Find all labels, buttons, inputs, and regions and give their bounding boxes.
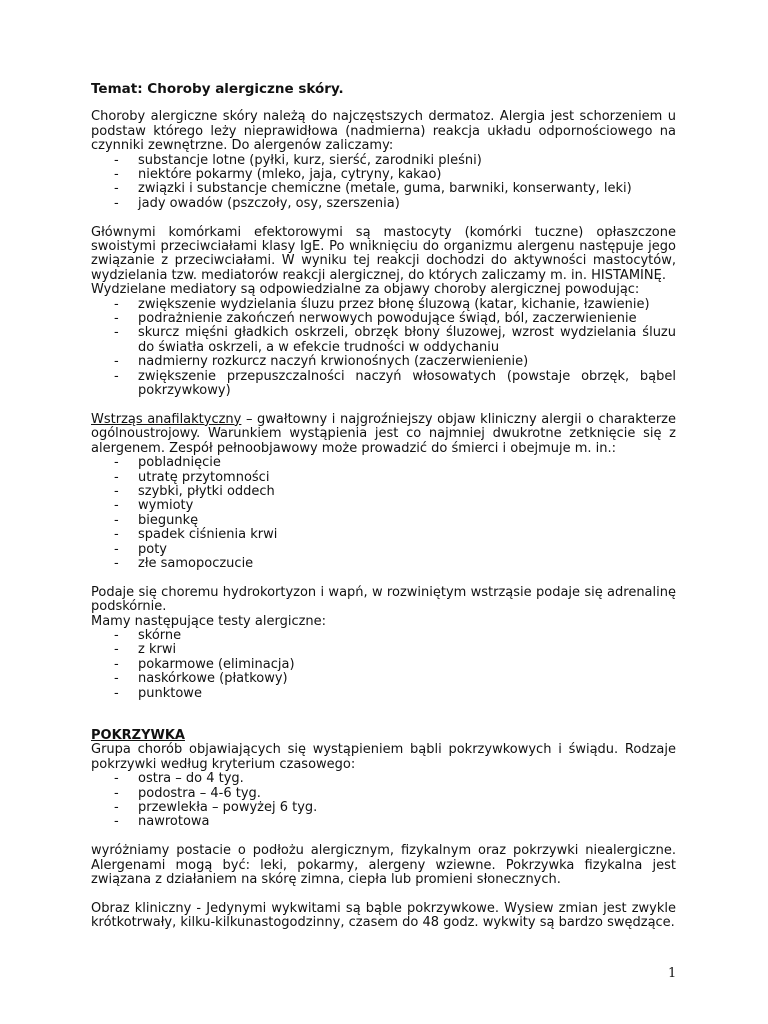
page-number: 1 [668, 966, 677, 981]
list-item: - naskórkowe (płatkowy) [91, 672, 676, 686]
urticaria-forms-paragraph: wyróżniamy postacie o podłożu alergicznym, fizykalnym oraz pokrzywki niealergiczne. Alergenami mogą być: leki, pokarmy, alergeny wziewne. Pokrzywka fizykalna jest związana z działaniem na skórę zimna, ciepła lub promieni słonecznych. [91, 843, 676, 888]
allergen-list [91, 154, 676, 212]
list-item: - skórne [91, 629, 676, 643]
list-item: - z krwi [91, 643, 676, 657]
list-item: - substancje lotne (pyłki, kurz, sierść, zarodniki pleśni) [91, 154, 676, 168]
shock-text: – gwałtowny i najgroźniejszy objaw kliniczny alergii o charakterze ogólnoustrojowy. Warunkiem wystąpienia jest co najmniej dwukrotne zetknięcie się z alergenem. Zespół pełnoobjawowy może prowadzić do śmierci i obejmuje m. in.: [91, 411, 676, 456]
list-item: - utratę przytomności [91, 471, 676, 485]
list-item: - zwiększenie przepuszczalności naczyń włosowatych (powstaje obrzęk, bąbel pokrzywkowy) [91, 370, 676, 399]
list-item: - jady owadów (pszczoły, osy, szerszenia) [91, 197, 676, 211]
list-item: - skurcz mięśni gładkich oskrzeli, obrzęk błony śluzowej, wzrost wydzielania śluzu do światła oskrzeli, a w efekcie trudności w oddychaniu [91, 326, 676, 355]
list-item: - pokarmowe (eliminacja) [91, 658, 676, 672]
mediator-effects-list [91, 298, 676, 399]
urticaria-heading: POKRZYWKA [91, 728, 185, 744]
list-item: - związki i substancje chemiczne (metale, guma, barwniki, konserwanty, leki) [91, 182, 676, 196]
list-item: - podostra – 4-6 tyg. [91, 787, 676, 801]
treatment-paragraph: Podaje się choremu hydrokortyzon i wapń, w rozwiniętym wstrząsie podaje się adrenalinę podskórnie. [91, 584, 676, 615]
tests-intro: Mamy następujące testy alergiczne: [91, 613, 327, 629]
list-item: - pobladnięcie [91, 456, 676, 470]
clinical-picture-paragraph: Obraz kliniczny - Jedynymi wykwitami są bąble pokrzywkowe. Wysiew zmian jest zwykle krótkotrwały, kilku-kilkunastogodzinny, czasem do 48 godz. wykwity są bardzo swędzące. [91, 900, 676, 931]
list-item: - punktowe [91, 687, 676, 701]
shock-paragraph [91, 413, 676, 456]
list-item: - spadek ciśnienia krwi [91, 528, 676, 542]
mediators-intro: Wydzielane mediatory są odpowiedzialne za objawy choroby alergicznej powodując: [91, 282, 640, 298]
document-title: Temat: Choroby alergiczne skóry. [91, 81, 344, 97]
mastocytes-paragraph: Głównymi komórkami efektorowymi są mastocyty (komórki tuczne) opłaszczone swoistymi przeciwciałami klasy IgE. Po wniknięciu do organizmu alergenu następuje jego związanie z przeciwciałami. W wyniku tej reakcji dochodzi do aktywności mastocytów, wydzielania tzw. mediatorów reakcji alergicznej, do których zaliczamy m. in. HISTAMINĘ. [91, 224, 676, 283]
intro-paragraph: Choroby alergiczne skóry należą do najczęstszych dermatoz. Alergia jest schorzeniem u podstaw którego leży nieprawidłowa (nadmierna) reakcja układu odpornościowego na czynniki zewnętrzne. Do alergenów zaliczamy: [91, 109, 676, 154]
urticaria-intro: Grupa chorób objawiających się wystąpieniem bąbli pokrzywkowych i świądu. Rodzaje pokrzywki według kryterium czasowego: [91, 742, 676, 772]
list-item: - nadmierny rozkurcz naczyń krwionośnych (zaczerwienienie) [91, 355, 676, 369]
list-item: - ostra – do 4 tyg. [91, 772, 676, 786]
list-item: - niektóre pokarmy (mleko, jaja, cytryny, kakao) [91, 168, 676, 182]
shock-term: Wstrząs anafilaktyczny [91, 411, 242, 427]
list-item: - zwiększenie wydzielania śluzu przez błonę śluzową (katar, kichanie, łzawienie) [91, 298, 676, 312]
list-item: - złe samopoczucie [91, 557, 676, 571]
list-item: - podrażnienie zakończeń nerwowych powodujące świąd, ból, zaczerwienienie [91, 312, 676, 326]
list-item: - poty [91, 543, 676, 557]
list-item: - wymioty [91, 499, 676, 513]
list-item: - nawrotowa [91, 815, 676, 829]
list-item: - biegunkę [91, 514, 676, 528]
urticaria-types-list [91, 772, 676, 830]
shock-symptoms-list [91, 456, 676, 571]
tests-list [91, 629, 676, 701]
list-item: - szybki, płytki oddech [91, 485, 676, 499]
list-item: - przewlekła – powyżej 6 tyg. [91, 801, 676, 815]
document-page [91, 82, 676, 931]
